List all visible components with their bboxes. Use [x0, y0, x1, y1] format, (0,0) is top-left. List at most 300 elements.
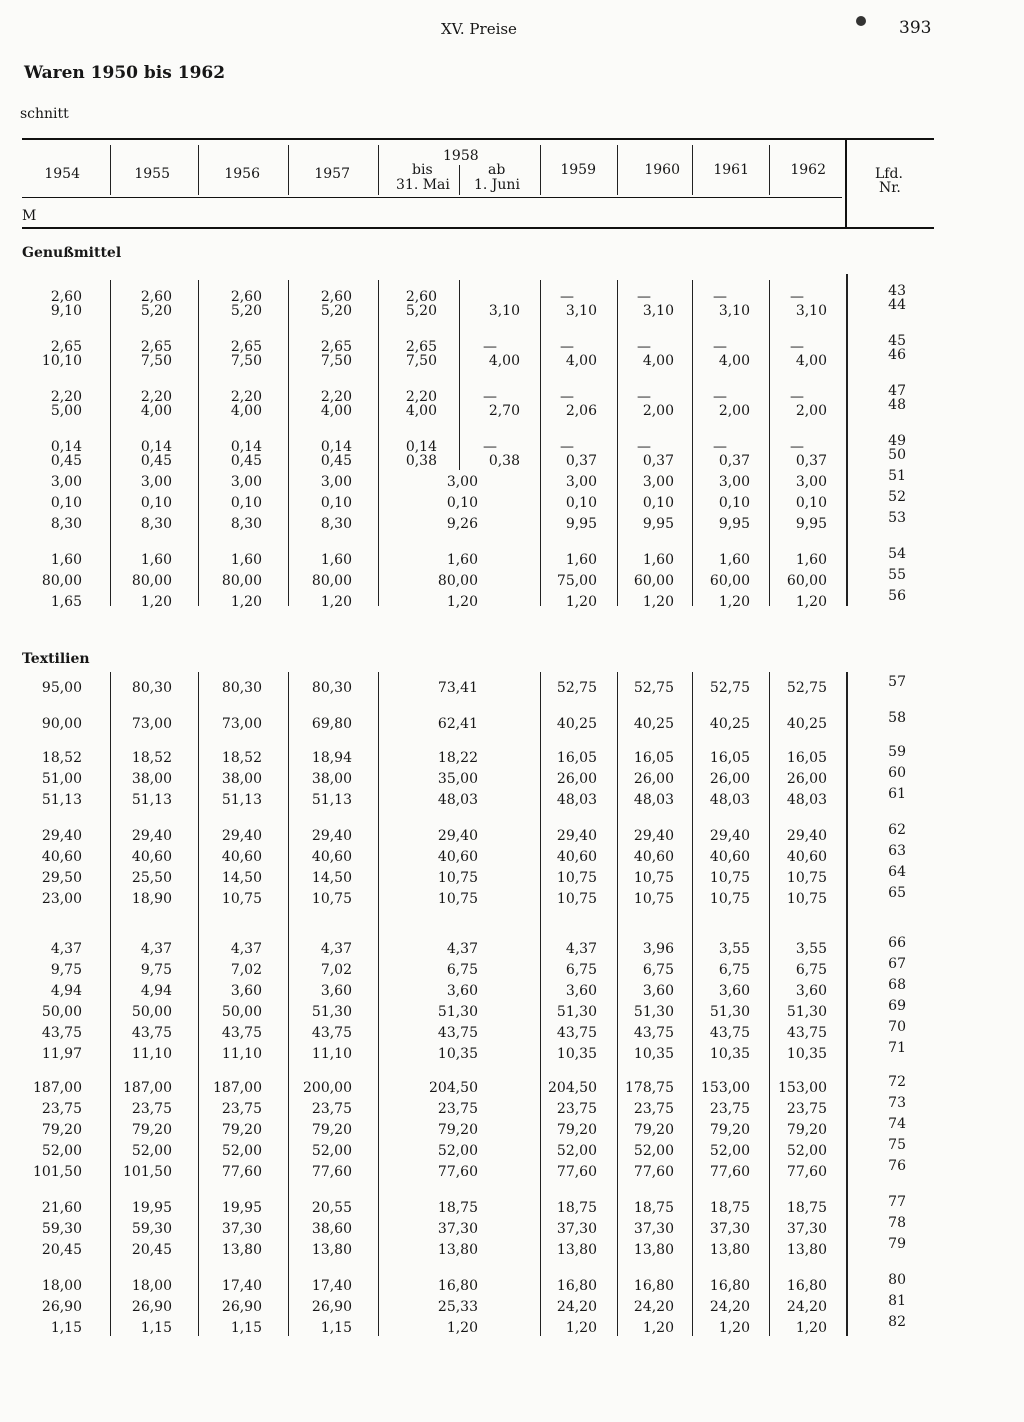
table-cell: 40,60 [131, 849, 172, 865]
table-cell: 3,10 [565, 303, 597, 319]
table-cell: 9,75 [140, 962, 172, 978]
table-cell: 38,00 [131, 771, 172, 787]
table-cell: 52,00 [709, 1143, 750, 1159]
table-cell: 3,00 [795, 474, 827, 490]
table-cell: 40,25 [556, 716, 597, 732]
table-cell: 2,65 [50, 339, 82, 355]
table-cell: 3,60 [795, 983, 827, 999]
table-cell: 1,20 [718, 1320, 750, 1336]
table-cell: 38,00 [221, 771, 262, 787]
table-cell: 200,00 [303, 1080, 352, 1096]
table-cell: 3,00 [718, 474, 750, 490]
table-cell: 0,45 [230, 453, 262, 469]
table-cell: 23,75 [437, 1101, 478, 1117]
table-cell: 26,90 [311, 1299, 352, 1315]
table-cell: 50,00 [221, 1004, 262, 1020]
body-vline [378, 672, 379, 1336]
table-cell: 23,75 [41, 1101, 82, 1117]
table-cell: 2,65 [320, 339, 352, 355]
table-cell: 13,80 [633, 1242, 674, 1258]
table-cell: 18,75 [786, 1200, 827, 1216]
table-cell: 101,50 [33, 1164, 82, 1180]
lfd-number: 57 [888, 674, 906, 690]
table-cell: 3,60 [565, 983, 597, 999]
col-1955: 1955 [134, 166, 170, 182]
table-cell: 26,90 [221, 1299, 262, 1315]
table-cell: — [713, 289, 727, 305]
table-cell: 5,20 [230, 303, 262, 319]
table-cell: 10,10 [41, 353, 82, 369]
table-cell: 16,80 [709, 1278, 750, 1294]
table-cell: 17,40 [221, 1278, 262, 1294]
table-cell: 50,00 [131, 1004, 172, 1020]
table-cell: 10,75 [556, 870, 597, 886]
table-cell: 60,00 [633, 573, 674, 589]
table-cell: 0,14 [320, 439, 352, 455]
table-cell: 18,75 [709, 1200, 750, 1216]
table-top-rule [22, 138, 934, 140]
table-cell: 0,45 [50, 453, 82, 469]
table-cell: 48,03 [709, 792, 750, 808]
table-cell: 26,00 [709, 771, 750, 787]
lfd-number: 76 [888, 1158, 906, 1174]
table-cell: 10,75 [786, 870, 827, 886]
table-cell: 0,37 [718, 453, 750, 469]
table-cell: 0,37 [565, 453, 597, 469]
table-cell: 38,00 [311, 771, 352, 787]
table-cell: 4,00 [230, 403, 262, 419]
table-cell: 7,02 [230, 962, 262, 978]
lfd-number: 69 [888, 998, 906, 1014]
table-cell: 26,00 [786, 771, 827, 787]
table-cell: — [560, 439, 574, 455]
table-cell: 3,96 [642, 941, 674, 957]
table-cell: 1,60 [50, 552, 82, 568]
table-cell: 10,35 [786, 1046, 827, 1062]
table-cell: 4,00 [405, 403, 437, 419]
lfd-number: 65 [888, 885, 906, 901]
lfd-number: 74 [888, 1116, 906, 1132]
table-cell: 7,50 [230, 353, 262, 369]
table-cell: 4,00 [718, 353, 750, 369]
table-cell: 77,60 [311, 1164, 352, 1180]
table-cell: 43,75 [556, 1025, 597, 1041]
table-cell: 1,20 [795, 1320, 827, 1336]
table-cell: 3,00 [140, 474, 172, 490]
table-cell: 51,13 [311, 792, 352, 808]
table-cell: 48,03 [556, 792, 597, 808]
table-cell: 11,10 [221, 1046, 262, 1062]
table-cell: 4,37 [50, 941, 82, 957]
table-cell: 52,00 [437, 1143, 478, 1159]
table-cell: 1,60 [642, 552, 674, 568]
header-vline [459, 165, 460, 195]
table-cell: 10,75 [556, 891, 597, 907]
col-1954: 1954 [44, 166, 80, 182]
lfd-number: 44 [888, 297, 906, 313]
lfd-number: 46 [888, 347, 906, 363]
table-cell: 40,60 [633, 849, 674, 865]
table-cell: 0,14 [405, 439, 437, 455]
table-cell: — [790, 439, 804, 455]
table-cell: 2,20 [140, 389, 172, 405]
table-cell: 29,50 [41, 870, 82, 886]
table-cell: 3,10 [642, 303, 674, 319]
table-cell: 16,05 [556, 750, 597, 766]
table-cell: 4,94 [50, 983, 82, 999]
table-cell: 80,30 [131, 680, 172, 696]
table-cell: 18,52 [131, 750, 172, 766]
table-cell: 2,60 [230, 289, 262, 305]
table-cell: 3,00 [446, 474, 478, 490]
table-cell: 23,75 [786, 1101, 827, 1117]
table-cell: 90,00 [41, 716, 82, 732]
table-cell: 24,20 [556, 1299, 597, 1315]
table-cell: 75,00 [556, 573, 597, 589]
table-cell: 4,94 [140, 983, 172, 999]
table-cell: 80,30 [311, 680, 352, 696]
table-cell: 10,35 [437, 1046, 478, 1062]
table-cell: 77,60 [556, 1164, 597, 1180]
table-cell: 9,26 [446, 516, 478, 532]
table-cell: 2,65 [230, 339, 262, 355]
table-cell: 1,20 [446, 1320, 478, 1336]
table-cell: 79,20 [633, 1122, 674, 1138]
table-cell: 18,00 [131, 1278, 172, 1294]
table-cell: 5,00 [50, 403, 82, 419]
table-cell: 11,10 [131, 1046, 172, 1062]
lfd-number: 75 [888, 1137, 906, 1153]
table-cell: 37,30 [556, 1221, 597, 1237]
table-cell: 2,00 [718, 403, 750, 419]
table-cell: 3,60 [446, 983, 478, 999]
table-cell: 10,75 [437, 870, 478, 886]
table-cell: 10,75 [633, 870, 674, 886]
table-cell: 40,25 [786, 716, 827, 732]
table-cell: 0,14 [140, 439, 172, 455]
table-cell: 79,20 [709, 1122, 750, 1138]
lfd-number: 56 [888, 588, 906, 604]
table-cell: 7,50 [320, 353, 352, 369]
table-cell: 79,20 [556, 1122, 597, 1138]
table-cell: 10,35 [709, 1046, 750, 1062]
table-cell: — [560, 289, 574, 305]
col-1961: 1961 [713, 162, 749, 178]
table-cell: 52,75 [633, 680, 674, 696]
table-cell: 77,60 [786, 1164, 827, 1180]
table-cell: 43,75 [221, 1025, 262, 1041]
table-cell: 3,00 [642, 474, 674, 490]
table-cell: 37,30 [221, 1221, 262, 1237]
table-cell: 0,10 [140, 495, 172, 511]
table-cell: 2,20 [405, 389, 437, 405]
table-cell: 3,10 [718, 303, 750, 319]
table-cell: 79,20 [311, 1122, 352, 1138]
table-cell: 23,75 [131, 1101, 172, 1117]
table-cell: 69,80 [311, 716, 352, 732]
col-1959: 1959 [560, 162, 596, 178]
table-cell: 11,10 [311, 1046, 352, 1062]
table-cell: — [637, 439, 651, 455]
table-cell: 4,37 [230, 941, 262, 957]
table-cell: 18,52 [221, 750, 262, 766]
table-cell: 10,75 [709, 870, 750, 886]
section-genussmittel: Genußmittel [22, 245, 122, 261]
table-cell: 6,75 [795, 962, 827, 978]
lfd-number: 53 [888, 510, 906, 526]
table-cell: 29,40 [311, 828, 352, 844]
table-cell: 10,35 [633, 1046, 674, 1062]
table-cell: 37,30 [709, 1221, 750, 1237]
table-cell: 0,37 [795, 453, 827, 469]
table-cell: 2,65 [140, 339, 172, 355]
table-cell: 52,00 [786, 1143, 827, 1159]
table-cell: 0,14 [230, 439, 262, 455]
table-cell: 10,35 [556, 1046, 597, 1062]
table-cell: 5,20 [320, 303, 352, 319]
table-cell: 48,03 [437, 792, 478, 808]
lfd-number: 77 [888, 1194, 906, 1210]
table-cell: 0,45 [140, 453, 172, 469]
table-cell: 2,60 [320, 289, 352, 305]
table-cell: — [790, 339, 804, 355]
table-cell: 40,60 [437, 849, 478, 865]
table-cell: 1,60 [795, 552, 827, 568]
lfd-number: 61 [888, 786, 906, 802]
table-cell: 0,10 [446, 495, 478, 511]
table-cell: 0,10 [50, 495, 82, 511]
table-cell: 10,75 [311, 891, 352, 907]
col-1957: 1957 [314, 166, 350, 182]
table-cell: 14,50 [311, 870, 352, 886]
table-cell: 4,37 [140, 941, 172, 957]
table-cell: 51,30 [633, 1004, 674, 1020]
header-vline [378, 145, 379, 195]
table-cell: 25,50 [131, 870, 172, 886]
table-cell: 20,55 [311, 1200, 352, 1216]
table-cell: 187,00 [123, 1080, 172, 1096]
table-cell: 8,30 [50, 516, 82, 532]
table-cell: 153,00 [778, 1080, 827, 1096]
table-cell: 16,05 [633, 750, 674, 766]
table-cell: 52,00 [556, 1143, 597, 1159]
table-cell: 16,80 [437, 1278, 478, 1294]
table-cell: 51,13 [221, 792, 262, 808]
table-cell: 95,00 [41, 680, 82, 696]
table-cell: 40,60 [709, 849, 750, 865]
lfd-number: 43 [888, 283, 906, 299]
table-cell: 77,60 [633, 1164, 674, 1180]
table-cell: 10,75 [709, 891, 750, 907]
table-cell: 4,00 [140, 403, 172, 419]
table-cell: 43,75 [786, 1025, 827, 1041]
table-cell: 0,37 [642, 453, 674, 469]
table-cell: 13,80 [709, 1242, 750, 1258]
table-cell: — [713, 439, 727, 455]
table-cell: 29,40 [41, 828, 82, 844]
table-cell: 52,75 [786, 680, 827, 696]
table-cell: 80,00 [41, 573, 82, 589]
table-cell: 153,00 [701, 1080, 750, 1096]
table-cell: 79,20 [437, 1122, 478, 1138]
table-cell: 51,30 [556, 1004, 597, 1020]
table-cell: 38,60 [311, 1221, 352, 1237]
table-cell: 23,75 [709, 1101, 750, 1117]
lfd-number: 80 [888, 1272, 906, 1288]
table-cell: 2,00 [795, 403, 827, 419]
table-cell: 37,30 [437, 1221, 478, 1237]
table-cell: 16,80 [633, 1278, 674, 1294]
table-cell: 43,75 [41, 1025, 82, 1041]
table-cell: 48,03 [633, 792, 674, 808]
table-cell: 24,20 [786, 1299, 827, 1315]
table-cell: — [483, 389, 497, 405]
lfd-number: 64 [888, 864, 906, 880]
col-1958-bis: bis [412, 162, 433, 178]
lfd-number: 72 [888, 1074, 906, 1090]
table-cell: 73,00 [221, 716, 262, 732]
table-cell: 29,40 [221, 828, 262, 844]
table-cell: 23,75 [221, 1101, 262, 1117]
table-cell: 23,75 [633, 1101, 674, 1117]
table-cell: 35,00 [437, 771, 478, 787]
table-cell: 1,15 [230, 1320, 262, 1336]
page-number: 393 [899, 18, 932, 38]
table-cell: 10,75 [786, 891, 827, 907]
lfd-number: 59 [888, 744, 906, 760]
table-cell: 4,00 [565, 353, 597, 369]
table-cell: — [483, 339, 497, 355]
table-cell: 0,10 [320, 495, 352, 511]
table-cell: 2,65 [405, 339, 437, 355]
table-cell: 3,60 [320, 983, 352, 999]
table-cell: 19,95 [221, 1200, 262, 1216]
table-cell: 1,20 [446, 594, 478, 610]
table-cell: 204,50 [429, 1080, 478, 1096]
table-cell: 1,20 [642, 1320, 674, 1336]
table-cell: 7,02 [320, 962, 352, 978]
table-cell: 73,00 [131, 716, 172, 732]
table-cell: 77,60 [709, 1164, 750, 1180]
lfd-number: 79 [888, 1236, 906, 1252]
table-cell: 10,75 [633, 891, 674, 907]
table-cell: 0,10 [718, 495, 750, 511]
table-cell: 18,90 [131, 891, 172, 907]
table-cell: 77,60 [437, 1164, 478, 1180]
table-cell: 51,13 [131, 792, 172, 808]
table-cell: 2,60 [50, 289, 82, 305]
table-cell: 52,00 [41, 1143, 82, 1159]
table-cell: 1,60 [320, 552, 352, 568]
ink-dot [856, 16, 866, 26]
table-cell: 37,30 [786, 1221, 827, 1237]
table-cell: 43,75 [131, 1025, 172, 1041]
table-cell: 6,75 [642, 962, 674, 978]
table-cell: 3,10 [488, 303, 520, 319]
table-cell: — [790, 289, 804, 305]
table-cell: 79,20 [131, 1122, 172, 1138]
table-cell: 10,75 [437, 891, 478, 907]
table-cell: 43,75 [437, 1025, 478, 1041]
lfd-number: 51 [888, 468, 906, 484]
lfd-number: 62 [888, 822, 906, 838]
table-cell: 59,30 [41, 1221, 82, 1237]
table-cell: 204,50 [548, 1080, 597, 1096]
table-cell: 3,60 [718, 983, 750, 999]
table-cell: 52,00 [311, 1143, 352, 1159]
table-cell: 0,10 [642, 495, 674, 511]
table-cell: 24,20 [709, 1299, 750, 1315]
table-cell: 1,60 [140, 552, 172, 568]
table-cell: 0,10 [230, 495, 262, 511]
table-cell: 40,25 [709, 716, 750, 732]
table-cell: 1,60 [230, 552, 262, 568]
table-cell: 1,20 [565, 1320, 597, 1336]
table-cell: 29,40 [633, 828, 674, 844]
table-cell: 51,30 [311, 1004, 352, 1020]
table-cell: 6,75 [565, 962, 597, 978]
table-cell: 8,30 [230, 516, 262, 532]
table-cell: 8,30 [140, 516, 172, 532]
table-cell: 9,75 [50, 962, 82, 978]
table-cell: 80,00 [221, 573, 262, 589]
table-cell: 79,20 [41, 1122, 82, 1138]
table-cell: 79,20 [786, 1122, 827, 1138]
table-cell: 2,00 [642, 403, 674, 419]
lfd-number: 55 [888, 567, 906, 583]
table-cell: 3,60 [230, 983, 262, 999]
header-bottom-rule [22, 227, 934, 229]
col-1962: 1962 [790, 162, 826, 178]
table-cell: 9,95 [642, 516, 674, 532]
table-cell: — [560, 339, 574, 355]
table-cell: 73,41 [437, 680, 478, 696]
col-1956: 1956 [224, 166, 260, 182]
table-cell: 52,00 [633, 1143, 674, 1159]
table-cell: 52,75 [556, 680, 597, 696]
col-lfd: Lfd. [875, 166, 903, 182]
table-cell: 79,20 [221, 1122, 262, 1138]
body-vline [846, 274, 848, 606]
table-cell: 4,00 [320, 403, 352, 419]
table-cell: 29,40 [437, 828, 478, 844]
table-cell: 1,15 [140, 1320, 172, 1336]
page-title: Waren 1950 bis 1962 [24, 63, 226, 83]
table-cell: 23,75 [311, 1101, 352, 1117]
table-cell: 0,38 [405, 453, 437, 469]
lfd-number: 71 [888, 1040, 906, 1056]
table-cell: 43,75 [311, 1025, 352, 1041]
table-cell: 0,45 [320, 453, 352, 469]
table-cell: 29,40 [556, 828, 597, 844]
table-cell: 0,38 [488, 453, 520, 469]
table-cell: 51,30 [437, 1004, 478, 1020]
table-cell: — [713, 339, 727, 355]
table-cell: 51,00 [41, 771, 82, 787]
table-cell: 4,00 [642, 353, 674, 369]
table-cell: 13,80 [221, 1242, 262, 1258]
table-cell: 7,50 [405, 353, 437, 369]
col-1958-bis-date: 31. Mai [396, 177, 450, 193]
table-cell: 1,60 [565, 552, 597, 568]
table-cell: 16,80 [556, 1278, 597, 1294]
table-cell: 2,70 [488, 403, 520, 419]
table-cell: 0,10 [795, 495, 827, 511]
table-cell: 13,80 [437, 1242, 478, 1258]
lfd-number: 67 [888, 956, 906, 972]
table-cell: — [790, 389, 804, 405]
table-cell: — [637, 339, 651, 355]
